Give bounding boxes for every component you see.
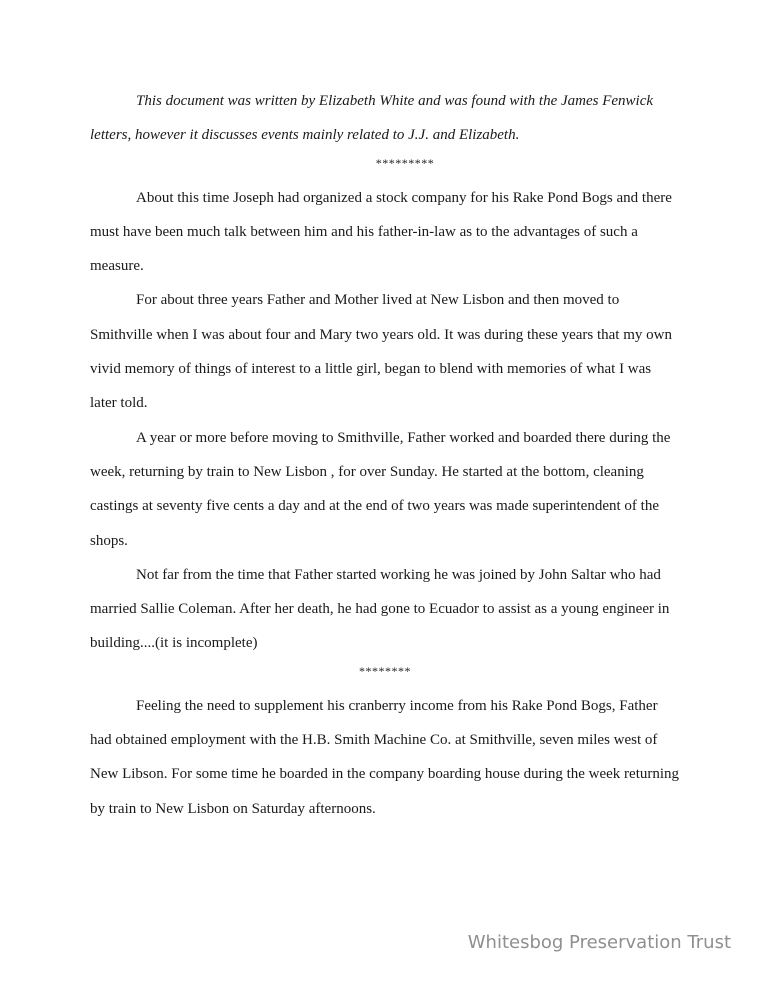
body-paragraph: For about three years Father and Mother lived at New Lisbon and then moved to Smithville when I was about four and Mary two years old. It was during these years that my own vivid memory of things of interest to a little girl, began to blend with memories of what I was later told. [90,292,672,412]
section-separator: ******** [359,663,411,678]
body-paragraph: About this time Joseph had organized a stock company for his Rake Pond Bogs and there must have been much talk between him and his father-in-law as to the advantages of such a measure. [90,189,672,275]
body-paragraph: Not far from the time that Father started working he was joined by John Saltar who had married Sallie Coleman. After her death, he had gone to Ecuador to assist as a young engineer in building....(it is incomplete) [90,566,670,652]
body-paragraph: A year or more before moving to Smithville, Father worked and boarded there during the week, returning by train to New Lisbon , for over Sunday. He started at the bottom, cleaning castings at seventy five cents a day and at the end of two years was made superintendent of the shops. [90,429,671,549]
intro-paragraph: This document was written by Elizabeth White and was found with the James Fenwick letters, however it discusses events mainly related to J.J. and Elizabeth. [90,93,654,144]
footer-watermark: Whitesbog Preservation Trust [467,932,731,953]
body-paragraph: Feeling the need to supplement his cranberry income from his Rake Pond Bogs, Father had obtained employment with the H.B. Smith Machine Co. at Smithville, seven miles west of New Libson. For some time he boarded in the company boarding house during the week returning by train to New Lisbon on Saturday afternoons. [90,697,680,817]
section-separator: ********* [375,155,435,170]
document-body [90,84,680,826]
